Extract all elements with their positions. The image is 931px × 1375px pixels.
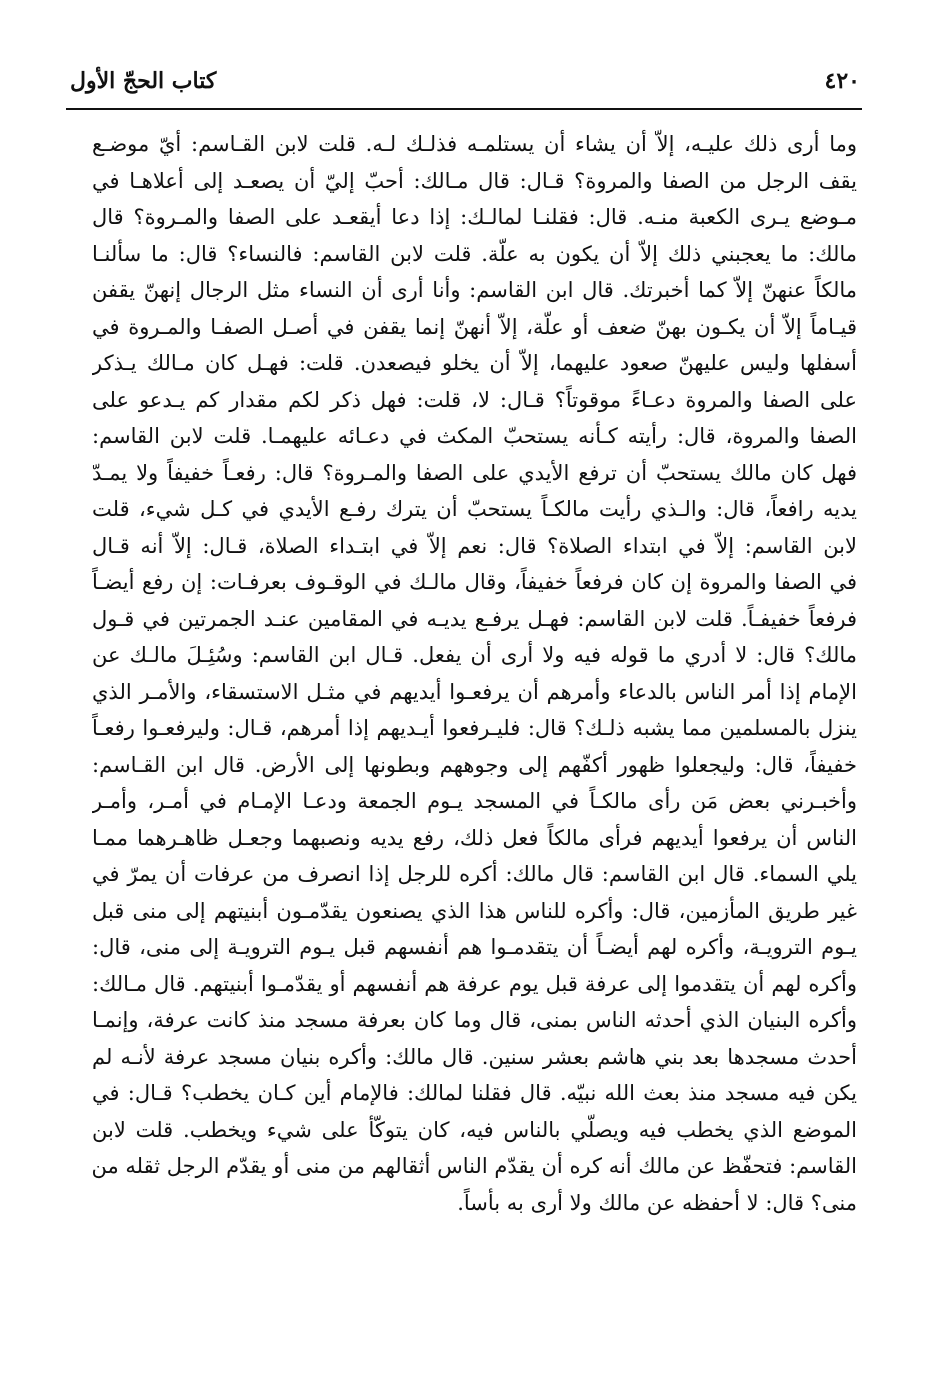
text-line: في الصفا والمروة إن كان فرفعاً خفيفاً، وقال مالـك في الوقـوف بعرفـات: إن رفع أيضـاً bbox=[92, 570, 857, 594]
text-line: يلي السماء. قال ابن القاسم: قال مالك: أكره للرجل إذا انصرف من عرفات أن يمرّ في bbox=[92, 862, 857, 886]
text-line: فرفعاً خفيفـاً. قلت لابن القاسم: فهـل يرفـع يديـه في المقامين عنـد الجمرتين في قـول bbox=[92, 606, 857, 631]
text-line: غير طريق المأزمين، قال: وأكره للناس هذا الذي يصنعون يقدّمـون أبنيتهم إلى منى قبل bbox=[92, 898, 857, 923]
text-line: خفيفاً، قال: وليجعلوا ظهور أكفّهم إلى وجوههم وبطونها إلى الأرض. قال ابن القـاسم: bbox=[92, 752, 857, 777]
text-line: يـوم الترويـة، وأكره لهم أيضـاً أن يتقدمـوا هم أنفسهم قبل يـوم الترويـة إلى منى، قال: bbox=[92, 935, 857, 959]
text-line: يديه رافعاً، قال: والـذي رأيت مالكـاً يستحبّ أن يترك رفـع الأيدي في كـل شيء، قلت bbox=[92, 497, 857, 521]
text-line: الإمام إذا أمر الناس بالدعاء وأمرهم أن يرفعـوا أيديهم في مثـل الاستسقاء، والأمـر الذي bbox=[92, 679, 857, 704]
text-line: على الصفا والمروة دعـاءً موقوتاً؟ قـال: لا، قلت: فهل ذكر لكم مقدار كم يـدعو على bbox=[92, 387, 857, 412]
text-line: قيـاماً إلاّ أن يكـون بهنّ ضعف أو علّة، إلاّ أنهنّ إنما يقفن في أصـل الصفـا والمـروة في bbox=[92, 314, 857, 339]
text-line: الموضع الذي يخطب فيه ويصلّي بالناس فيه، كان يتوكّأ على شيء ويخطب. قلت لابن bbox=[92, 1117, 857, 1142]
text-line: وأخبـرني بعض مَن رأى مالكـاً في المسجد يـوم الجمعة ودعـا الإمـام في أمـر، وأمـر bbox=[92, 789, 857, 813]
page-number: ٤٢٠ bbox=[824, 68, 860, 94]
text-line: لابن القاسم: إلاّ في ابتداء الصلاة؟ قال: نعم إلاّ في ابتـداء الصلاة، قـال: إلاّ أنه قـال bbox=[92, 533, 857, 558]
running-title: كتاب الحجّ الأول bbox=[70, 68, 217, 94]
text-line: مالك؟ قال: لا أدري ما قوله فيه ولا أرى أن يفعل. قـال ابن القاسم: وسُئِـلَ مالـك عن bbox=[92, 643, 857, 667]
text-line: فهل كان مالك يستحبّ أن ترفع الأيدي على الصفا والمـروة؟ قال: رفعـاً خفيفاً ولا يمـدّ bbox=[92, 460, 857, 485]
text-line: مـوضع يـرى الكعبة منـه. قال: فقلنـا لمالـك: إذا دعا أيقعـد على الصفا والمـروة؟ قال bbox=[92, 205, 857, 229]
text-line: ينزل بالمسلمين مما يشبه ذلـك؟ قال: فليـرفعوا أيـديهم إذا أمرهم، قـال: وليرفعـوا رفعـاً bbox=[92, 716, 857, 740]
text-line: أحدث مسجدها بعد بني هاشم بعشر سنين. قال مالك: وأكره بنيان مسجد عرفة لأنـه لم bbox=[92, 1044, 857, 1069]
text-line: منى؟ قال: لا أحفظه عن مالك ولا أرى به بأساً. bbox=[457, 1190, 857, 1215]
text-line: يقف الرجل من الصفا والمروة؟ قـال: قال مـالك: أحبّ إليّ أن يصعـد إلى أعلاهـا في bbox=[92, 168, 857, 193]
text-line: الناس أن يرفعوا أيديهم فرأى مالكاً فعل ذلك، رفع يديه ونصبهما وجعـل ظاهـرهما ممـا bbox=[92, 825, 857, 850]
page-header bbox=[70, 66, 860, 106]
text-line: يكن فيه مسجد منذ بعث الله نبيّه. قال فقلنا لمالك: فالإمام أين كـان يخطب؟ قـال: في bbox=[92, 1081, 857, 1105]
text-line: مالكاً عنهنّ إلاّ كما أخبرتك. قال ابن القاسم: وأنا أرى أن النساء مثل الرجال إنهنّ يقفن bbox=[92, 278, 857, 302]
text-line: وما أرى ذلك عليـه، إلاّ أن يشاء أن يستلمـه فذلـك لـه. قلت لابن القـاسم: أيّ موضـع bbox=[92, 132, 857, 156]
text-line: مالك: ما يعجبني ذلك إلاّ أن يكون به علّة. قلت لابن القاسم: فالنساء؟ قال: ما سألنـا bbox=[92, 241, 857, 266]
text-line: وأكره لهم أن يتقدموا إلى عرفة قبل يوم عرفة هم أنفسهم أو يقدّمـوا أبنيتهم. قال مـالك: bbox=[92, 971, 857, 996]
text-line: القاسم: فتحفّظ عن مالك أنه كره أن يقدّم الناس أثقالهم من منى أو يقدّم الرجل ثقله من bbox=[92, 1154, 857, 1178]
text-line: أسفلها وليس عليهنّ صعود عليهما، إلاّ أن يخلو فيصعدن. قلت: فهـل كان مـالك يـذكر bbox=[92, 351, 857, 375]
text-line: الصفا والمروة، قال: رأيته كـأنه يستحبّ المكث في دعـائه عليهمـا. قلت لابن القاسم: bbox=[92, 424, 857, 448]
text-line: وأكره البنيان الذي أحدثه الناس بمنى، قال وما كان بعرفة مسجد منذ كانت عرفة، وإنمـا bbox=[92, 1008, 857, 1032]
body-text bbox=[92, 126, 857, 1221]
header-divider bbox=[66, 108, 862, 110]
